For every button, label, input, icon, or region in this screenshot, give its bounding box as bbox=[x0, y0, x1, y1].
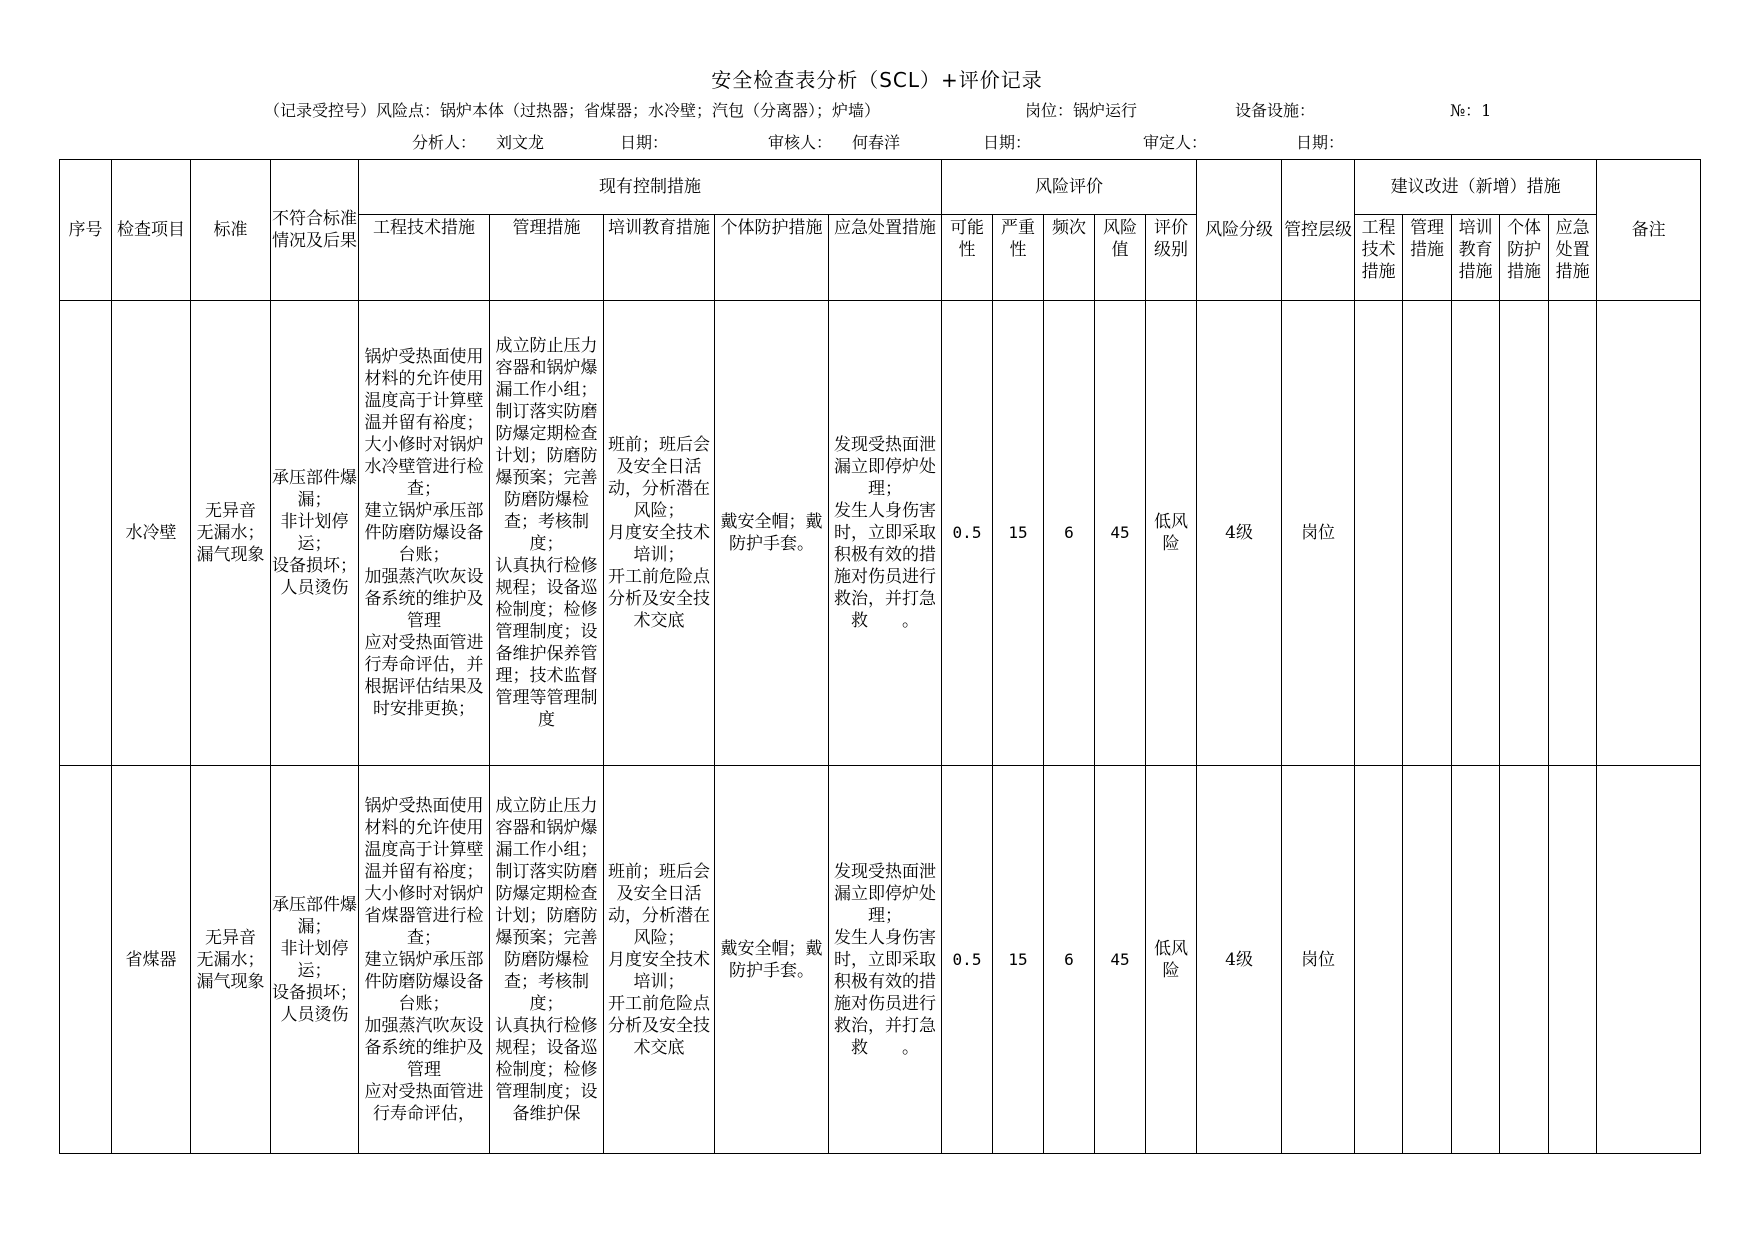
cell-train-measures: 班前；班后会及安全日活动，分析潜在风险； 月度安全技术培训； 开工前危险点分析及安全技术交底 bbox=[604, 766, 715, 1154]
cell-suggest-mgmt bbox=[1403, 766, 1452, 1154]
header-train: 培训教育措施 bbox=[604, 215, 715, 301]
cell-emerg-measures: 发现受热面泄漏立即停炉处理； 发生人身伤害时，立即采取积极有效的措施对伤员进行救治，并打急救 。 bbox=[829, 766, 942, 1154]
reviewer-name: 何春洋 bbox=[852, 133, 901, 152]
cell-risk-grade: 4级 bbox=[1197, 301, 1282, 766]
analyst-name: 刘文龙 bbox=[496, 133, 545, 152]
header-severity: 严重性 bbox=[993, 215, 1044, 301]
reviewer-label: 审核人： bbox=[768, 133, 833, 152]
header-item: 检查项目 bbox=[112, 160, 191, 301]
cell-suggest-train bbox=[1452, 301, 1500, 766]
header-suggest-train: 培训教育措施 bbox=[1452, 215, 1500, 301]
cell-standard: 无异音 无漏水； 漏气现象 bbox=[191, 766, 271, 1154]
cell-severity: 15 bbox=[993, 301, 1044, 766]
cell-suggest-train bbox=[1452, 766, 1500, 1154]
analyst-date-label: 日期： bbox=[620, 133, 669, 152]
cell-eval-level: 低风险 bbox=[1146, 301, 1197, 766]
cell-suggest-emerg bbox=[1549, 301, 1597, 766]
cell-risk-grade: 4级 bbox=[1197, 766, 1282, 1154]
cell-likelihood: 0.5 bbox=[942, 301, 993, 766]
header-standard: 标准 bbox=[191, 160, 271, 301]
header-likelihood: 可能性 bbox=[942, 215, 993, 301]
post-field: 岗位：锅炉运行 bbox=[1025, 101, 1138, 120]
cell-risk-value: 45 bbox=[1095, 766, 1146, 1154]
cell-suggest-eng bbox=[1355, 301, 1403, 766]
header-eval-level: 评价级别 bbox=[1146, 215, 1197, 301]
cell-standard: 无异音 无漏水； 漏气现象 bbox=[191, 301, 271, 766]
header-seq: 序号 bbox=[60, 160, 112, 301]
cell-suggest-mgmt bbox=[1403, 301, 1452, 766]
header-eng: 工程技术措施 bbox=[359, 215, 490, 301]
approver-label: 审定人： bbox=[1143, 133, 1208, 152]
scl-table bbox=[59, 159, 1701, 1154]
cell-mgmt-measures: 成立防止压力容器和锅炉爆漏工作小组； 制订落实防磨防爆定期检查计划；防磨防爆预案；完善防磨防爆检查；考核制度； 认真执行检修规程；设备巡检制度；检修管理制度；设备维护保 bbox=[490, 766, 604, 1154]
equipment-field: 设备设施： bbox=[1235, 101, 1316, 120]
cell-suggest-ppe bbox=[1500, 766, 1549, 1154]
cell-remark bbox=[1597, 301, 1701, 766]
cell-suggest-emerg bbox=[1549, 766, 1597, 1154]
table-row bbox=[60, 301, 1701, 766]
cell-severity: 15 bbox=[993, 766, 1044, 1154]
reviewer-date-label: 日期： bbox=[983, 133, 1032, 152]
number-field: №：1 bbox=[1450, 101, 1492, 120]
cell-risk-value: 45 bbox=[1095, 301, 1146, 766]
cell-likelihood: 0.5 bbox=[942, 766, 993, 1154]
table-row bbox=[60, 766, 1701, 1154]
header-suggest-ppe: 个体防护措施 bbox=[1500, 215, 1549, 301]
header-emerg: 应急处置措施 bbox=[829, 215, 942, 301]
cell-emerg-measures: 发现受热面泄漏立即停炉处理； 发生人身伤害时，立即采取积极有效的措施对伤员进行救治，并打急救 。 bbox=[829, 301, 942, 766]
cell-suggest-ppe bbox=[1500, 301, 1549, 766]
header-suggest-eng: 工程技术措施 bbox=[1355, 215, 1403, 301]
cell-eng-measures: 锅炉受热面使用材料的允许使用温度高于计算壁温并留有裕度； 大小修时对锅炉水冷壁管进行检查； 建立锅炉承压部件防磨防爆设备台账； 加强蒸汽吹灰设备系统的维护及管理 应对受热面管进行寿命评估，并根据评估结果及时安排更换； bbox=[359, 301, 490, 766]
cell-nonconform: 承压部件爆漏； 非计划停运； 设备损坏； 人员烫伤 bbox=[271, 301, 359, 766]
cell-item: 水冷壁 bbox=[112, 301, 191, 766]
cell-suggest-eng bbox=[1355, 766, 1403, 1154]
cell-item: 省煤器 bbox=[112, 766, 191, 1154]
cell-frequency: 6 bbox=[1044, 301, 1095, 766]
header-risk-value: 风险值 bbox=[1095, 215, 1146, 301]
record-risk-point: （记录受控号）风险点：锅炉本体（过热器；省煤器；水冷壁；汽包（分离器）；炉墙） bbox=[264, 101, 881, 120]
cell-remark bbox=[1597, 766, 1701, 1154]
header-mgmt: 管理措施 bbox=[490, 215, 604, 301]
cell-frequency: 6 bbox=[1044, 766, 1095, 1154]
header-ppe: 个体防护措施 bbox=[715, 215, 829, 301]
cell-eng-measures: 锅炉受热面使用材料的允许使用温度高于计算壁温并留有裕度； 大小修时对锅炉省煤器管进行检查； 建立锅炉承压部件防磨防爆设备台账； 加强蒸汽吹灰设备系统的维护及管理 应对受热面管进行寿命评估， bbox=[359, 766, 490, 1154]
header-nonconform: 不符合标准情况及后果 bbox=[271, 160, 359, 301]
cell-seq bbox=[60, 301, 112, 766]
cell-control-level: 岗位 bbox=[1282, 301, 1355, 766]
header-remark: 备注 bbox=[1597, 160, 1701, 301]
header-frequency: 频次 bbox=[1044, 215, 1095, 301]
header-risk-grade: 风险分级 bbox=[1197, 160, 1282, 301]
header-suggest-emerg: 应急处置措施 bbox=[1549, 215, 1597, 301]
cell-ppe-measures: 戴安全帽；戴防护手套。 bbox=[715, 301, 829, 766]
cell-nonconform: 承压部件爆漏； 非计划停运； 设备损坏； 人员烫伤 bbox=[271, 766, 359, 1154]
header-risk-evaluation: 风险评价 bbox=[942, 160, 1197, 215]
cell-mgmt-measures: 成立防止压力容器和锅炉爆漏工作小组； 制订落实防磨防爆定期检查计划；防磨防爆预案；完善防磨防爆检查；考核制度； 认真执行检修规程；设备巡检制度；检修管理制度；设备维护保养管理；技术监督管理等管理制度 bbox=[490, 301, 604, 766]
cell-seq bbox=[60, 766, 112, 1154]
cell-control-level: 岗位 bbox=[1282, 766, 1355, 1154]
header-suggested-measures: 建议改进（新增）措施 bbox=[1355, 160, 1597, 215]
approver-date-label: 日期： bbox=[1296, 133, 1345, 152]
page-title: 安全检查表分析（SCL）+评价记录 bbox=[711, 68, 1043, 92]
cell-ppe-measures: 戴安全帽；戴防护手套。 bbox=[715, 766, 829, 1154]
header-control-level: 管控层级 bbox=[1282, 160, 1355, 301]
cell-train-measures: 班前；班后会及安全日活动，分析潜在风险； 月度安全技术培训； 开工前危险点分析及安全技术交底 bbox=[604, 301, 715, 766]
cell-eval-level: 低风险 bbox=[1146, 766, 1197, 1154]
analyst-label: 分析人： bbox=[412, 133, 477, 152]
header-existing-controls: 现有控制措施 bbox=[359, 160, 942, 215]
header-suggest-mgmt: 管理措施 bbox=[1403, 215, 1452, 301]
